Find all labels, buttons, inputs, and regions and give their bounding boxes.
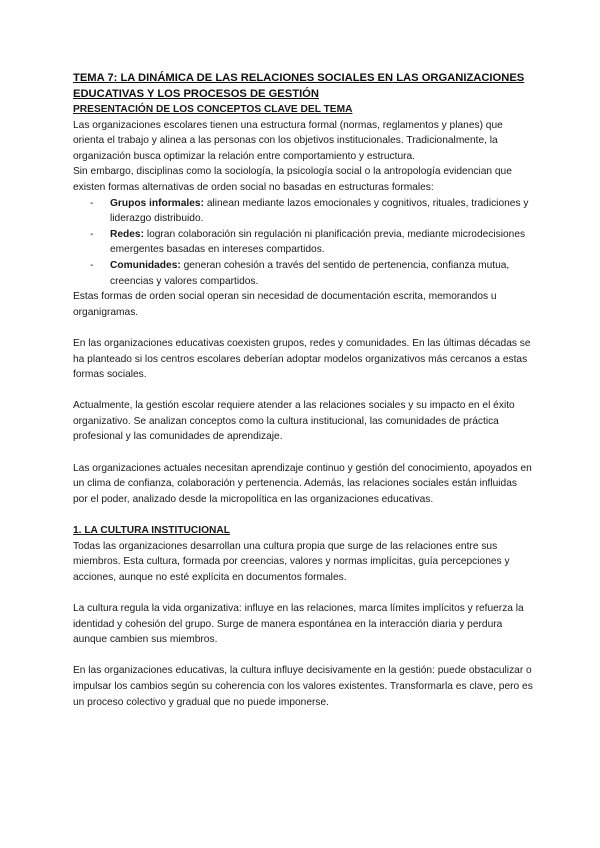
- bullet-text: alinean mediante lazos emocionales y cognitivos, rituales, tradiciones y liderazgo distribuido.: [110, 197, 529, 225]
- document-title: TEMA 7: LA DINÁMICA DE LAS RELACIONES SOCIALES EN LAS ORGANIZACIONES EDUCATIVAS Y LOS PROCESOS DE GESTIÓN: [73, 72, 525, 100]
- bullet-text: generan cohesión a través del sentido de pertenencia, confianza mutua, creencias y valores compartidos.: [110, 259, 510, 287]
- body-paragraph: Actualmente, la gestión escolar requiere atender a las relaciones sociales y su impacto en el éxito organizativo. Se analizan conceptos como la cultura institucional, las comunidades de práctica profesional y las comunidades de aprendizaje.: [73, 400, 515, 443]
- document-subtitle: PRESENTACIÓN DE LOS CONCEPTOS CLAVE DEL TEMA: [73, 104, 353, 115]
- dash-bullet: -: [90, 228, 94, 240]
- intro-paragraph: Sin embargo, disciplinas como la sociología, la psicología social o la antropología evidencian que existen formas alternativas de orden social no basadas en estructuras formales:: [73, 166, 512, 193]
- list-item: - Grupos informales: alinean mediante lazos emocionales y cognitivos, rituales, tradiciones y liderazgo distribuido.: [90, 197, 529, 225]
- section-paragraph: En las organizaciones educativas, la cultura influye decisivamente en la gestión: puede obstaculizar o impulsar los cambios según su coherencia con los valores existentes. Transformarla es clave, pero es un proceso colectivo y gradual que no puede imponerse.: [73, 665, 533, 708]
- dash-bullet: -: [90, 197, 94, 209]
- section-paragraph: Todas las organizaciones desarrollan una cultura propia que surge de las relaciones entre sus miembros. Esta cultura, formada por creencias, valores y normas implícitas, guía percepciones y acciones, aunque no esté explícita en documentos formales.: [73, 540, 510, 583]
- list-item: - Comunidades: generan cohesión a través del sentido de pertenencia, confianza mutua, creencias y valores compartidos.: [90, 259, 510, 287]
- bullet-term: Redes: [110, 228, 141, 240]
- body-paragraph: En las organizaciones educativas coexisten grupos, redes y comunidades. En las últimas décadas se ha planteado si los centros escolares deberían adoptar modelos organizativos más cercanos a estas formas sociales.: [73, 337, 531, 381]
- bullet-term: Grupos informales: [110, 197, 201, 209]
- list-item: - Redes: logran colaboración sin regulación ni planificación previa, mediante microdecisiones emergentes basadas en intereses compartidos.: [90, 228, 526, 256]
- body-paragraph: Estas formas de orden social operan sin necesidad de documentación escrita, memorandos u organigramas.: [73, 291, 497, 318]
- intro-paragraph: Las organizaciones escolares tienen una estructura formal (normas, reglamentos y planes) que orienta el trabajo y alinea a las personas con los objetivos institucionales. Tradicionalmente, la organización busca optimizar la relación entre comportamiento y estructura.: [73, 119, 503, 162]
- body-paragraph: Las organizaciones actuales necesitan aprendizaje continuo y gestión del conocimiento, apoyados en un clima de confianza, colaboración y pertenencia. Además, las relaciones sociales están influidas por el poder, analizado desde la micropolítica en las organizaciones educativas.: [73, 462, 532, 505]
- section-paragraph: La cultura regula la vida organizativa: influye en las relaciones, marca límites implícitos y refuerza la identidad y cohesión del grupo. Surge de manera espontánea en la interacción diaria y perdura aunque cambien sus miembros.: [73, 603, 524, 646]
- section-heading: 1. LA CULTURA INSTITUCIONAL: [73, 525, 230, 537]
- bullet-term: Comunidades: [110, 259, 178, 271]
- bullet-text: logran colaboración sin regulación ni planificación previa, mediante microdecisiones emergentes basadas en intereses compartidos.: [110, 228, 526, 256]
- bullet-list: [73, 196, 533, 290]
- document-page: [73, 71, 533, 710]
- dash-bullet: -: [90, 259, 94, 271]
